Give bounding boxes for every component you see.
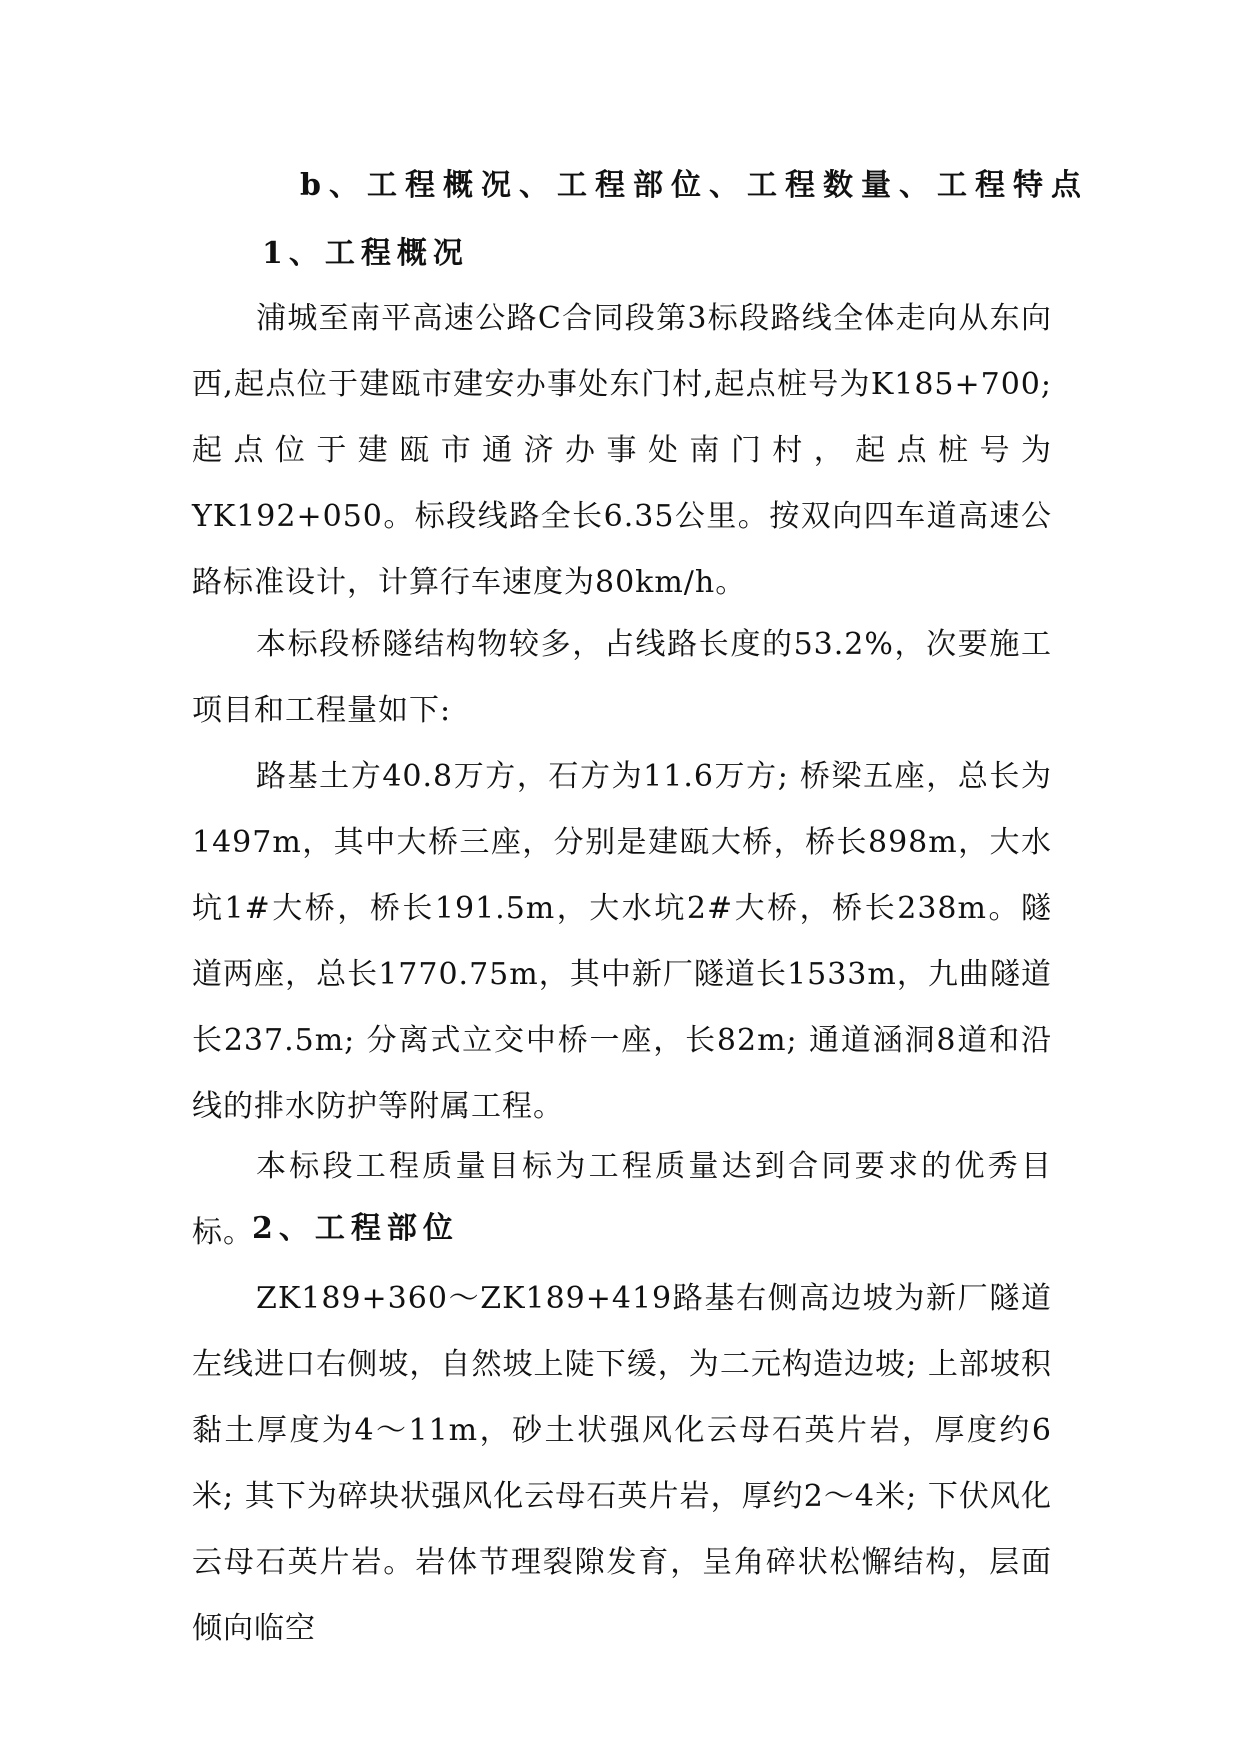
section-heading-location: 2、工程部位 bbox=[252, 1211, 459, 1246]
paragraph-quality-goal: 本标段工程质量目标为工程质量达到合同要求的优秀目标。 bbox=[192, 1149, 1052, 1250]
paragraph-quantities: 路基土方40.8万方，石方为11.6万方; 桥梁五座，总长为1497m，其中大桥三座，分别是建瓯大桥，桥长898m，大水坑1#大桥，桥长191.5m，大水坑2#大桥，桥长238m。隧道两座，总长1770.75m，其中新厂隧道长1533m，九曲隧道长237.5m; 分离式立交中桥一座，长82m; 通道涵洞8道和沿线的排水防护等附属工程。 bbox=[192, 759, 1052, 1124]
section-heading-overview: 1、工程概况 bbox=[262, 236, 469, 271]
paragraph-route-description: 浦城至南平高速公路C合同段第3标段路线全体走向从东向西,起点位于建瓯市建安办事处东门村,起点桩号为K185+700;起点位于建瓯市通济办事处南门村，起点桩号为YK192+050。标段线路全长6.35公里。按双向四车道高速公路标准设计，计算行车速度为80km/h。 bbox=[192, 301, 1052, 600]
page-title: b、工程概况、工程部位、工程数量、工程特点 bbox=[300, 168, 1089, 203]
paragraph-structures-intro: 本标段桥隧结构物较多，占线路长度的53.2%，次要施工项目和工程量如下: bbox=[192, 627, 1052, 728]
paragraph-slope-description: ZK189+360～ZK189+419路基右侧高边坡为新厂隧道左线进口右侧坡，自然坡上陡下缓，为二元构造边坡; 上部坡积黏土厚度为4～11m，砂土状强风化云母石英片岩，厚度约6米; 其下为碎块状强风化云母石英片岩，厚约2～4米; 下伏风化云母石英片岩。岩体节理裂隙发育，呈角碎状松懈结构，层面倾向临空 bbox=[192, 1281, 1052, 1646]
